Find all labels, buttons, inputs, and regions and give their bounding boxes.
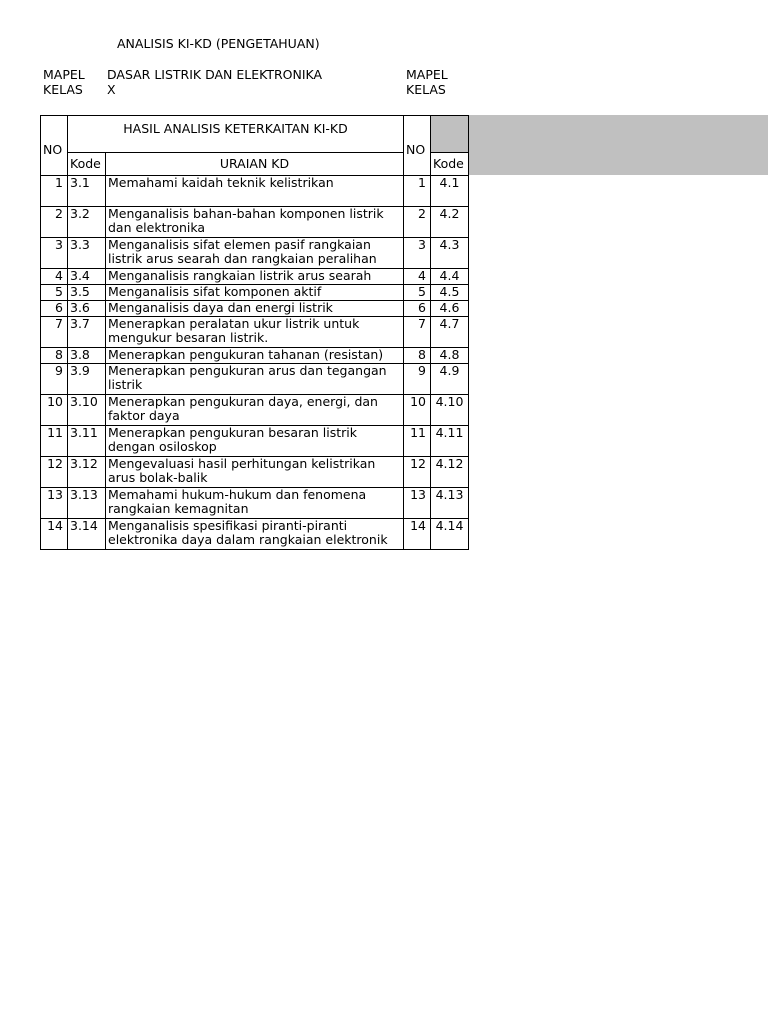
mapel-label: MAPEL [43, 67, 85, 82]
kd-kode: 3.4 [68, 269, 106, 285]
table-row [41, 285, 469, 301]
ki-kd-table [40, 115, 469, 550]
kd-no-right: 6 [404, 301, 431, 317]
kd-uraian: Menerapkan pengukuran besaran listrik dengan osiloskop [106, 426, 404, 457]
kd-kode: 3.11 [68, 426, 106, 457]
header-gray-cell [431, 116, 469, 153]
table-row [41, 364, 469, 395]
kd-kode: 3.5 [68, 285, 106, 301]
kelas-label-right: KELAS [406, 82, 446, 97]
kd-kode-right: 4.12 [431, 457, 469, 488]
mapel-value: DASAR LISTRIK DAN ELEKTRONIKA [107, 67, 323, 82]
kd-kode: 3.13 [68, 488, 106, 519]
kd-no-right: 3 [404, 238, 431, 269]
table-row [41, 269, 469, 285]
gray-header-band [468, 115, 768, 175]
table-row [41, 317, 469, 348]
table-row [41, 301, 469, 317]
kd-kode: 3.1 [68, 176, 106, 207]
kd-uraian: Mengevaluasi hasil perhitungan kelistrikan arus bolak-balik [106, 457, 404, 488]
kd-kode-right: 4.2 [431, 207, 469, 238]
kd-uraian: Menganalisis sifat elemen pasif rangkaian listrik arus searah dan rangkaian peralihan [106, 238, 404, 269]
kd-kode: 3.7 [68, 317, 106, 348]
kd-no-right: 9 [404, 364, 431, 395]
table-row [41, 176, 469, 207]
kd-uraian: Menganalisis sifat komponen aktif [106, 285, 404, 301]
kd-kode: 3.12 [68, 457, 106, 488]
kd-uraian: Menerapkan pengukuran arus dan tegangan listrik [106, 364, 404, 395]
kd-uraian: Menganalisis bahan-bahan komponen listrik dan elektronika [106, 207, 404, 238]
kd-no-right: 11 [404, 426, 431, 457]
kd-kode-right: 4.11 [431, 426, 469, 457]
kd-uraian: Menganalisis daya dan energi listrik [106, 301, 404, 317]
kd-uraian: Memahami hukum-hukum dan fenomena rangkaian kemagnitan [106, 488, 404, 519]
table-row [41, 395, 469, 426]
kd-kode: 3.9 [68, 364, 106, 395]
table-row [41, 457, 469, 488]
table-row [41, 348, 469, 364]
kd-kode: 3.3 [68, 238, 106, 269]
kd-uraian: Memahami kaidah teknik kelistrikan [106, 176, 404, 207]
table-row [41, 238, 469, 269]
table-row [41, 426, 469, 457]
kd-no: 6 [41, 301, 68, 317]
kd-no-right: 10 [404, 395, 431, 426]
kd-no: 3 [41, 238, 68, 269]
kd-kode-right: 4.1 [431, 176, 469, 207]
kd-no: 12 [41, 457, 68, 488]
kd-no: 2 [41, 207, 68, 238]
kd-kode-right: 4.4 [431, 269, 469, 285]
kd-kode-right: 4.5 [431, 285, 469, 301]
header-main: HASIL ANALISIS KETERKAITAN KI-KD [68, 116, 404, 153]
kd-kode-right: 4.7 [431, 317, 469, 348]
kd-no: 9 [41, 364, 68, 395]
header-kode-right: Kode [431, 153, 469, 176]
table-row [41, 207, 469, 238]
kd-kode-right: 4.3 [431, 238, 469, 269]
table-header-row [41, 116, 469, 153]
table-row [41, 519, 469, 550]
mapel-label-right: MAPEL [406, 67, 448, 82]
kd-uraian: Menganalisis spesifikasi piranti-piranti elektronika daya dalam rangkaian elektronik [106, 519, 404, 550]
kd-kode: 3.14 [68, 519, 106, 550]
kelas-value: X [107, 82, 116, 97]
kd-kode: 3.10 [68, 395, 106, 426]
header-no-right: NO [404, 116, 431, 176]
kd-no: 10 [41, 395, 68, 426]
kd-kode: 3.8 [68, 348, 106, 364]
kd-no: 8 [41, 348, 68, 364]
kd-no: 4 [41, 269, 68, 285]
kd-kode-right: 4.8 [431, 348, 469, 364]
kd-no-right: 7 [404, 317, 431, 348]
kd-no-right: 14 [404, 519, 431, 550]
table-row [41, 488, 469, 519]
kd-no-right: 5 [404, 285, 431, 301]
kd-uraian: Menerapkan pengukuran tahanan (resistan) [106, 348, 404, 364]
kd-kode-right: 4.10 [431, 395, 469, 426]
header-no: NO [41, 116, 68, 176]
kd-uraian: Menerapkan pengukuran daya, energi, dan faktor daya [106, 395, 404, 426]
kd-kode: 3.2 [68, 207, 106, 238]
kelas-label: KELAS [43, 82, 83, 97]
header-uraian: URAIAN KD [106, 153, 404, 176]
kd-kode-right: 4.9 [431, 364, 469, 395]
kd-no: 13 [41, 488, 68, 519]
kd-no: 5 [41, 285, 68, 301]
kd-no: 11 [41, 426, 68, 457]
kd-kode-right: 4.6 [431, 301, 469, 317]
kd-no-right: 13 [404, 488, 431, 519]
kd-no: 14 [41, 519, 68, 550]
kd-uraian: Menganalisis rangkaian listrik arus searah [106, 269, 404, 285]
kd-kode: 3.6 [68, 301, 106, 317]
kd-no-right: 1 [404, 176, 431, 207]
kd-no-right: 2 [404, 207, 431, 238]
kd-no: 1 [41, 176, 68, 207]
kd-no-right: 4 [404, 269, 431, 285]
kd-no: 7 [41, 317, 68, 348]
header-kode: Kode [68, 153, 106, 176]
kd-kode-right: 4.14 [431, 519, 469, 550]
kd-uraian: Menerapkan peralatan ukur listrik untuk mengukur besaran listrik. [106, 317, 404, 348]
document-title: ANALISIS KI-KD (PENGETAHUAN) [117, 36, 320, 51]
kd-no-right: 8 [404, 348, 431, 364]
kd-kode-right: 4.13 [431, 488, 469, 519]
kd-no-right: 12 [404, 457, 431, 488]
